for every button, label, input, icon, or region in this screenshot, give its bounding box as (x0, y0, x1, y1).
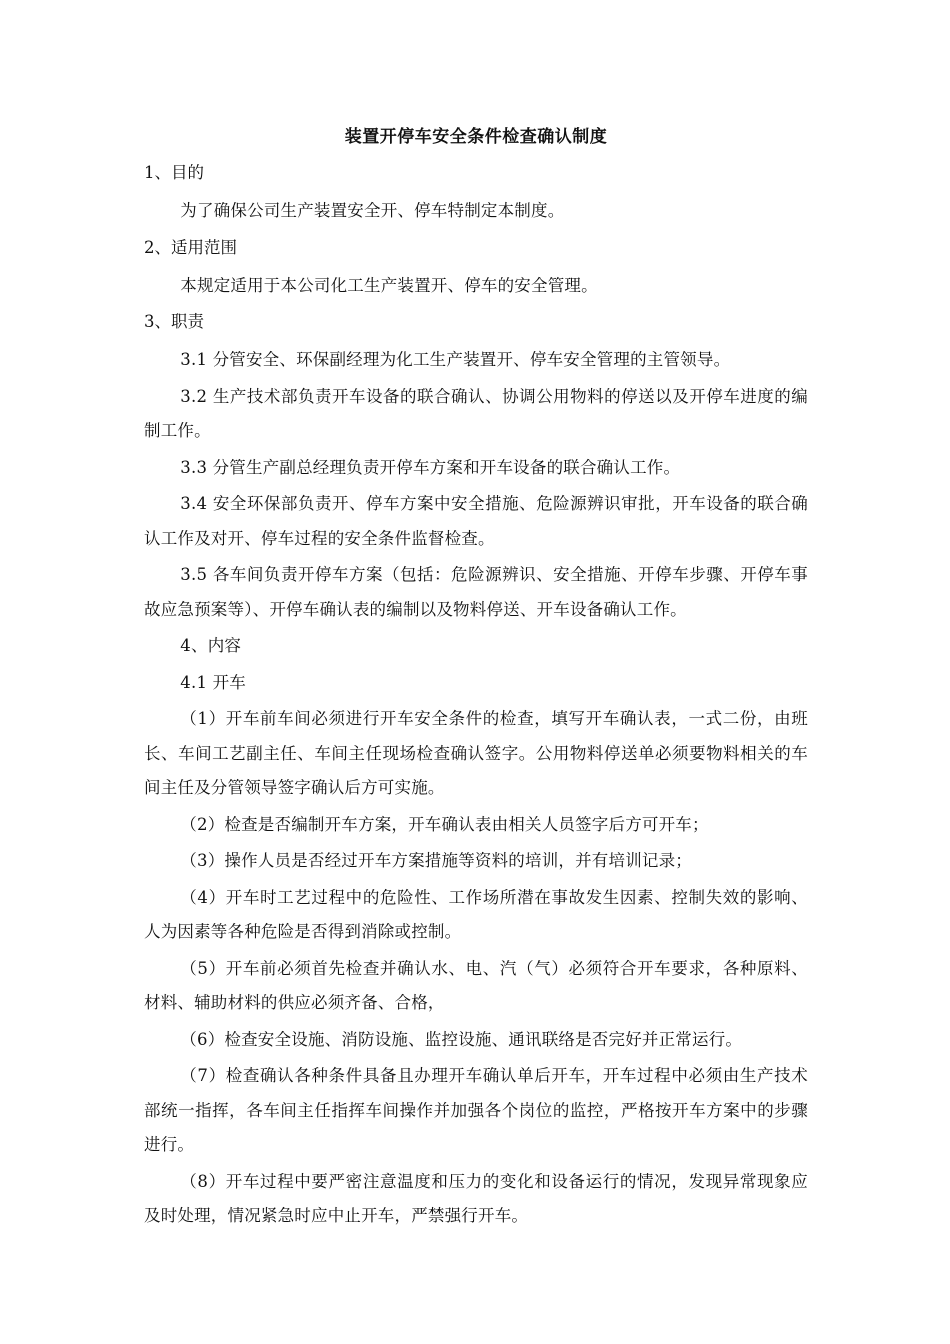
paragraph-purpose: 为了确保公司生产装置安全开、停车特制定本制度。 (180, 201, 565, 220)
paragraph-item-2: （2）检查是否编制开车方案，开车确认表由相关人员签字后方可开车； (180, 814, 709, 834)
paragraph-item-4: （4）开车时工艺过程中的危险性、工作场所潜在事故发生因素、控制失效的影响、人为因素等各种危险是否得到消除或控制。 (144, 887, 808, 941)
paragraph-item-1: （1）开车前车间必须进行开车安全条件的检查，填写开车确认表，一式二份，由班长、车间工艺副主任、车间主任现场检查确认签字。公用物料停送单必须要物料相关的车间主任及分管领导签字确认后方可实施。 (144, 709, 808, 797)
paragraph-scope: 本规定适用于本公司化工生产装置开、停车的安全管理。 (180, 275, 598, 295)
paragraph-duty-3-5: 3.5 各车间负责开停车方案（包括：危险源辨识、安全措施、开停车步骤、开停车事故应急预案等）、开停车确认表的编制以及物料停送、开车设备确认工作。 (144, 565, 808, 619)
section-heading-purpose: 1、目的 (144, 163, 204, 182)
section-heading-duties: 3、职责 (144, 312, 204, 331)
paragraph-item-8: （8）开车过程中要严密注意温度和压力的变化和设备运行的情况，发现异常现象应及时处理，情况紧急时应中止开车，严禁强行开车。 (144, 1171, 808, 1225)
section-heading-content: 4、内容 (180, 636, 242, 655)
paragraph-item-7: （7）检查确认各种条件具备且办理开车确认单后开车，开车过程中必须由生产技术部统一指挥，各车间主任指挥车间操作并加强各个岗位的监控，严格按开车方案中的步骤进行。 (144, 1066, 808, 1154)
paragraph-duty-3-4: 3.4 安全环保部负责开、停车方案中安全措施、危险源辨识审批，开车设备的联合确认工作及对开、停车过程的安全条件监督检查。 (144, 494, 808, 548)
paragraph-item-3: （3）操作人员是否经过开车方案措施等资料的培训，并有培训记录； (180, 851, 692, 870)
paragraph-duty-3-1: 3.1 分管安全、环保副经理为化工生产装置开、停车安全管理的主管领导。 (180, 350, 731, 369)
paragraph-duty-3-3: 3.3 分管生产副总经理负责开停车方案和开车设备的联合确认工作。 (180, 457, 681, 477)
document-title: 装置开停车安全条件检查确认制度 (344, 127, 608, 147)
section-heading-scope: 2、适用范围 (144, 237, 237, 257)
subsection-heading-startup: 4.1 开车 (180, 672, 246, 692)
paragraph-item-5: （5）开车前必须首先检查并确认水、电、汽（气）必须符合开车要求，各种原料、材料、辅助材料的供应必须齐备、合格， (144, 958, 808, 1012)
paragraph-item-6: （6）检查安全设施、消防设施、监控设施、通讯联络是否完好并正常运行。 (180, 1029, 743, 1049)
document-body (144, 122, 808, 1236)
paragraph-duty-3-2: 3.2 生产技术部负责开车设备的联合确认、协调公用物料的停送以及开停车进度的编制工作。 (144, 386, 808, 440)
